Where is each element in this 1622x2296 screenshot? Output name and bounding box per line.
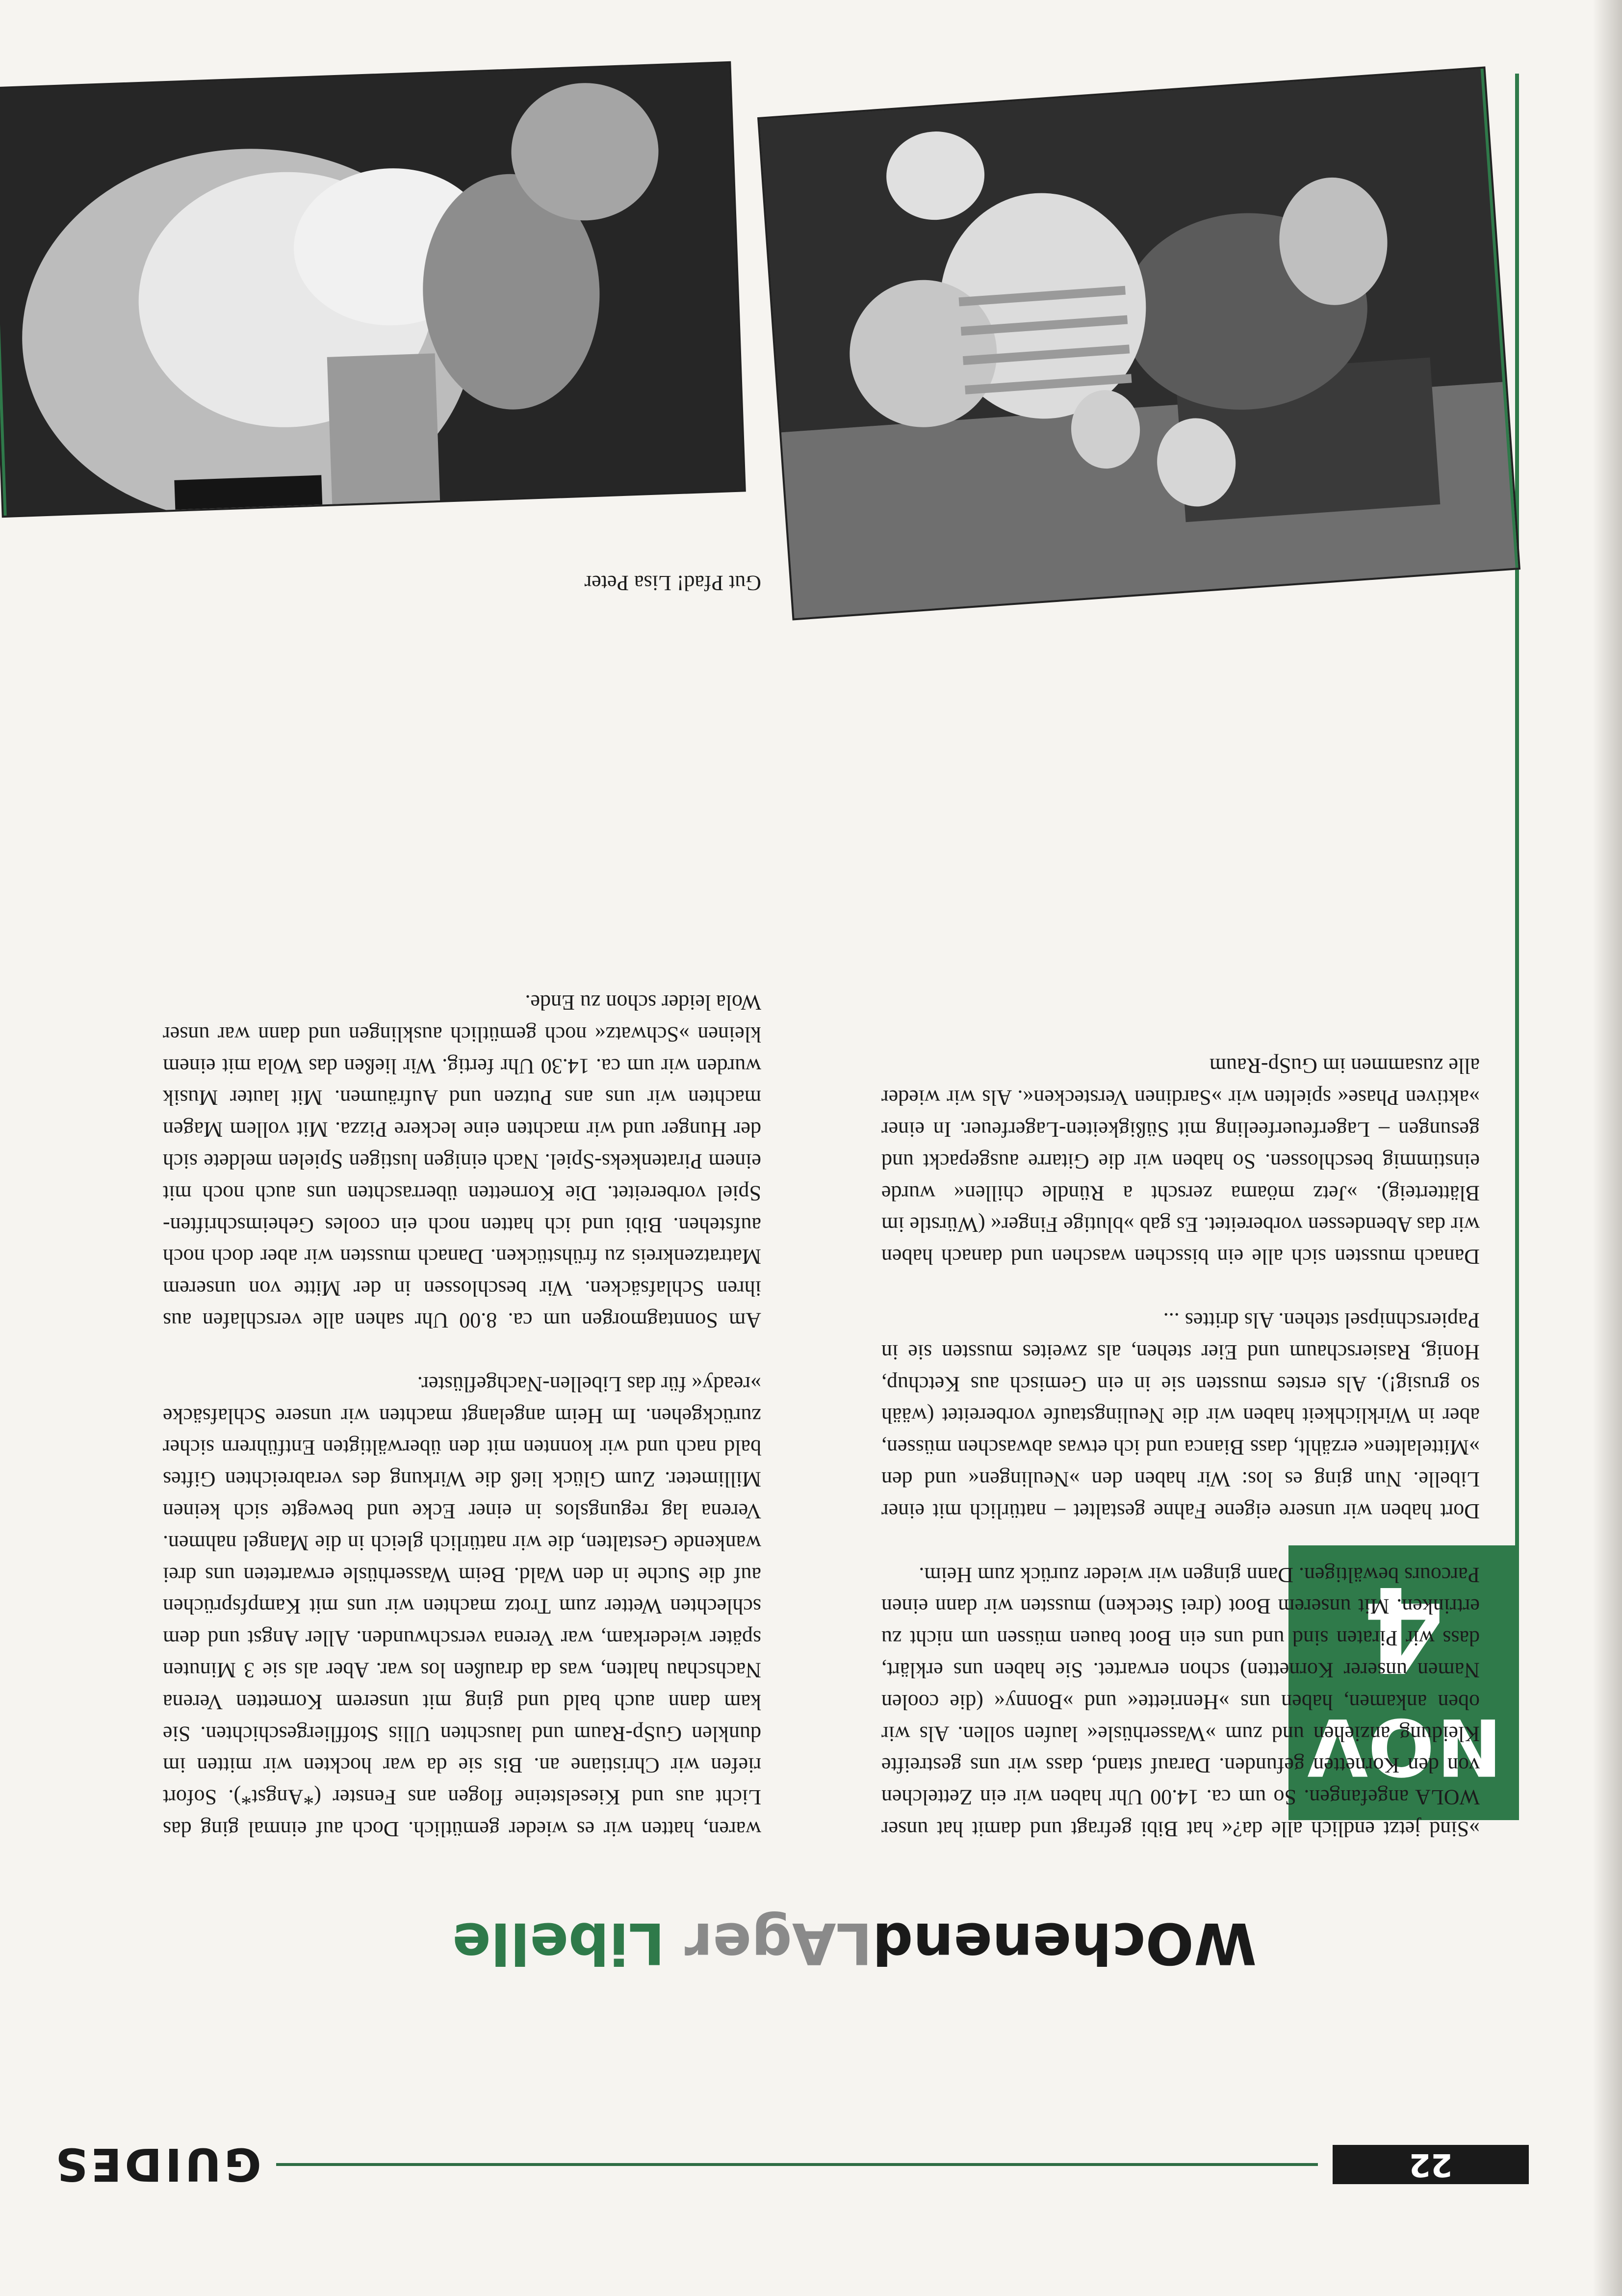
date-day: 4 (1363, 1560, 1445, 1697)
page-gutter-shadow (1593, 0, 1622, 2296)
article-signature: Gut Pfad! Lisa Peter (584, 571, 761, 595)
paragraph: Danach mussten sich alle ein bisschen waschen und danach haben wir das Abendessen vorbereitet. Es gab »blutige Finger« (Würstle im Blätterteig). »Jetz möama zerscht a Ründle chillen« wurde einstimmig beschlossen. So haben wir die Gitarre ausgepackt und gesungen – Lagerfeuerfeeling mit Süßigkeiten-Lagerfeuer. In einer »aktiven Phase« spielten wir »Sardinen Verstecken«. Als wir wieder alle zusammen im GuSp-Raum (881, 1054, 1480, 1269)
photo-scouts-group (759, 69, 1519, 619)
article-column-1 (881, 545, 1480, 1845)
paragraph: »Sind jetzt endlich alle da?« hat Bibi gefragt und damit hat unser WOLA angefangen. So um ca. 14.00 Uhr haben wir ein Zettelchen von den Kornetten gefunden. Darauf stand, dass wir uns gestreifte Kleidung anziehen und zum »Wasserhüsle« laufen sollen. Als wir oben ankamen, haben uns »Henriette« und »Bonny« (die coolen Namen unserer Kornetten) schon erwartet. Sie haben uns erklärt, dass wir Piraten sind und uns ein Boot bauen müssen um nicht zu ertrinken. Mit unserem Boot (drei Stecken) mussten wir dann einen Parcours bewältigen. Dann gingen wir wieder zurück zum Heim. (881, 1563, 1480, 1841)
title-part-lager: LAger (684, 1910, 873, 1976)
photo-frame (759, 69, 1519, 619)
article-title (79, 1904, 1257, 1982)
section-name: GUIDES (52, 2138, 261, 2191)
title-part-libelle: Libelle (452, 1910, 685, 1976)
title-part-wochenend: WOchenend (872, 1910, 1257, 1976)
header-divider (276, 2163, 1318, 2166)
photo-initiation-cream (0, 63, 744, 516)
page-number: 22 (1333, 2145, 1529, 2184)
margin-rule (1515, 74, 1519, 1545)
photo-frame (0, 63, 744, 516)
date-month: NOV (1305, 1701, 1502, 1793)
paragraph: waren, hatten wir es wieder gemütlich. Doch auf einmal ging das Licht aus und Kieselsteine flogen ans Fenster (*Angst*). Sofort riefen wir Christiane an. Bis sie da war hockten wir mitten im dunklen GuSp-Raum und lauschten Ullis Stoffliergeschichten. Sie kam dann auch bald und ging mit unserem Kornetten Verena Nachschau halten, was da draußen los war. Aber als sie 3 Minuten später wiederkam, war Verena verschwunden. Aller Angst und dem schlechten Wetter zum Trotz machten wir uns mit Kampfsprüchen auf die Suche in den Wald. Beim Wasserhüsle erwarteten uns drei wankende Gestalten, die wir natürlich gleich in die Mangel nahmen. Verena lag regungslos in einer Ecke und bewegte sich keinen Millimeter. Zum Glück ließ die Wirkung des verabreichten Giftes bald nach und wir konnten mit den überwältigten Entführern sicher zurückgehen. Im Heim angelangt machten wir unsere Schlafsäcke »ready« für das Libellen-Nachgeflüster. (163, 1372, 761, 1841)
page-header (52, 2138, 1529, 2191)
paragraph: Am Sonntagmorgen um ca. 8.00 Uhr sahen alle verschlafen aus ihren Schlafsäcken. Wir beschlossen in der Mitte von unserem Matratzenkreis zu frühstücken. Danach mussten wir aber doch noch aufstehen. Bibi und ich hatten noch ein cooles Geheimschriften-Spiel vorbereitet. Die Kornetten überraschten uns auch noch mit einem Piratenkeks-Spiel. Nach einigen lustigen Spielen meldete sich der Hunger und wir machten eine leckere Pizza. Mit vollem Magen machten wir uns ans Putzen und Aufräumen. Mit lauter Musik wurden wir um ca. 14.30 Uhr fertig. Wir ließen das Wola mit einem kleinen »Schwatz« noch gemütlich ausklingen und dann war unser Wola leider schon zu Ende. (163, 991, 761, 1333)
paragraph: Dort haben wir unsere eigene Fahne gestaltet – natürlich mit einer Libelle. Nun ging es los: Wir haben den »Neulingen« und den »Mittelalten« erzählt, dass Bianca und ich etwas abwaschen müssen, aber in Wirklichkeit haben wir die Neulingstaufe vorbereitet (wääh so grusig!). Als erstes mussten sie in ein Gemisch aus Ketchup, Honig, Rasierschaum und Eier stehen, als zweites mussten sie in Papierschnipsel stehen. Als drittes ... (881, 1308, 1480, 1523)
article-column-2 (163, 589, 761, 1845)
